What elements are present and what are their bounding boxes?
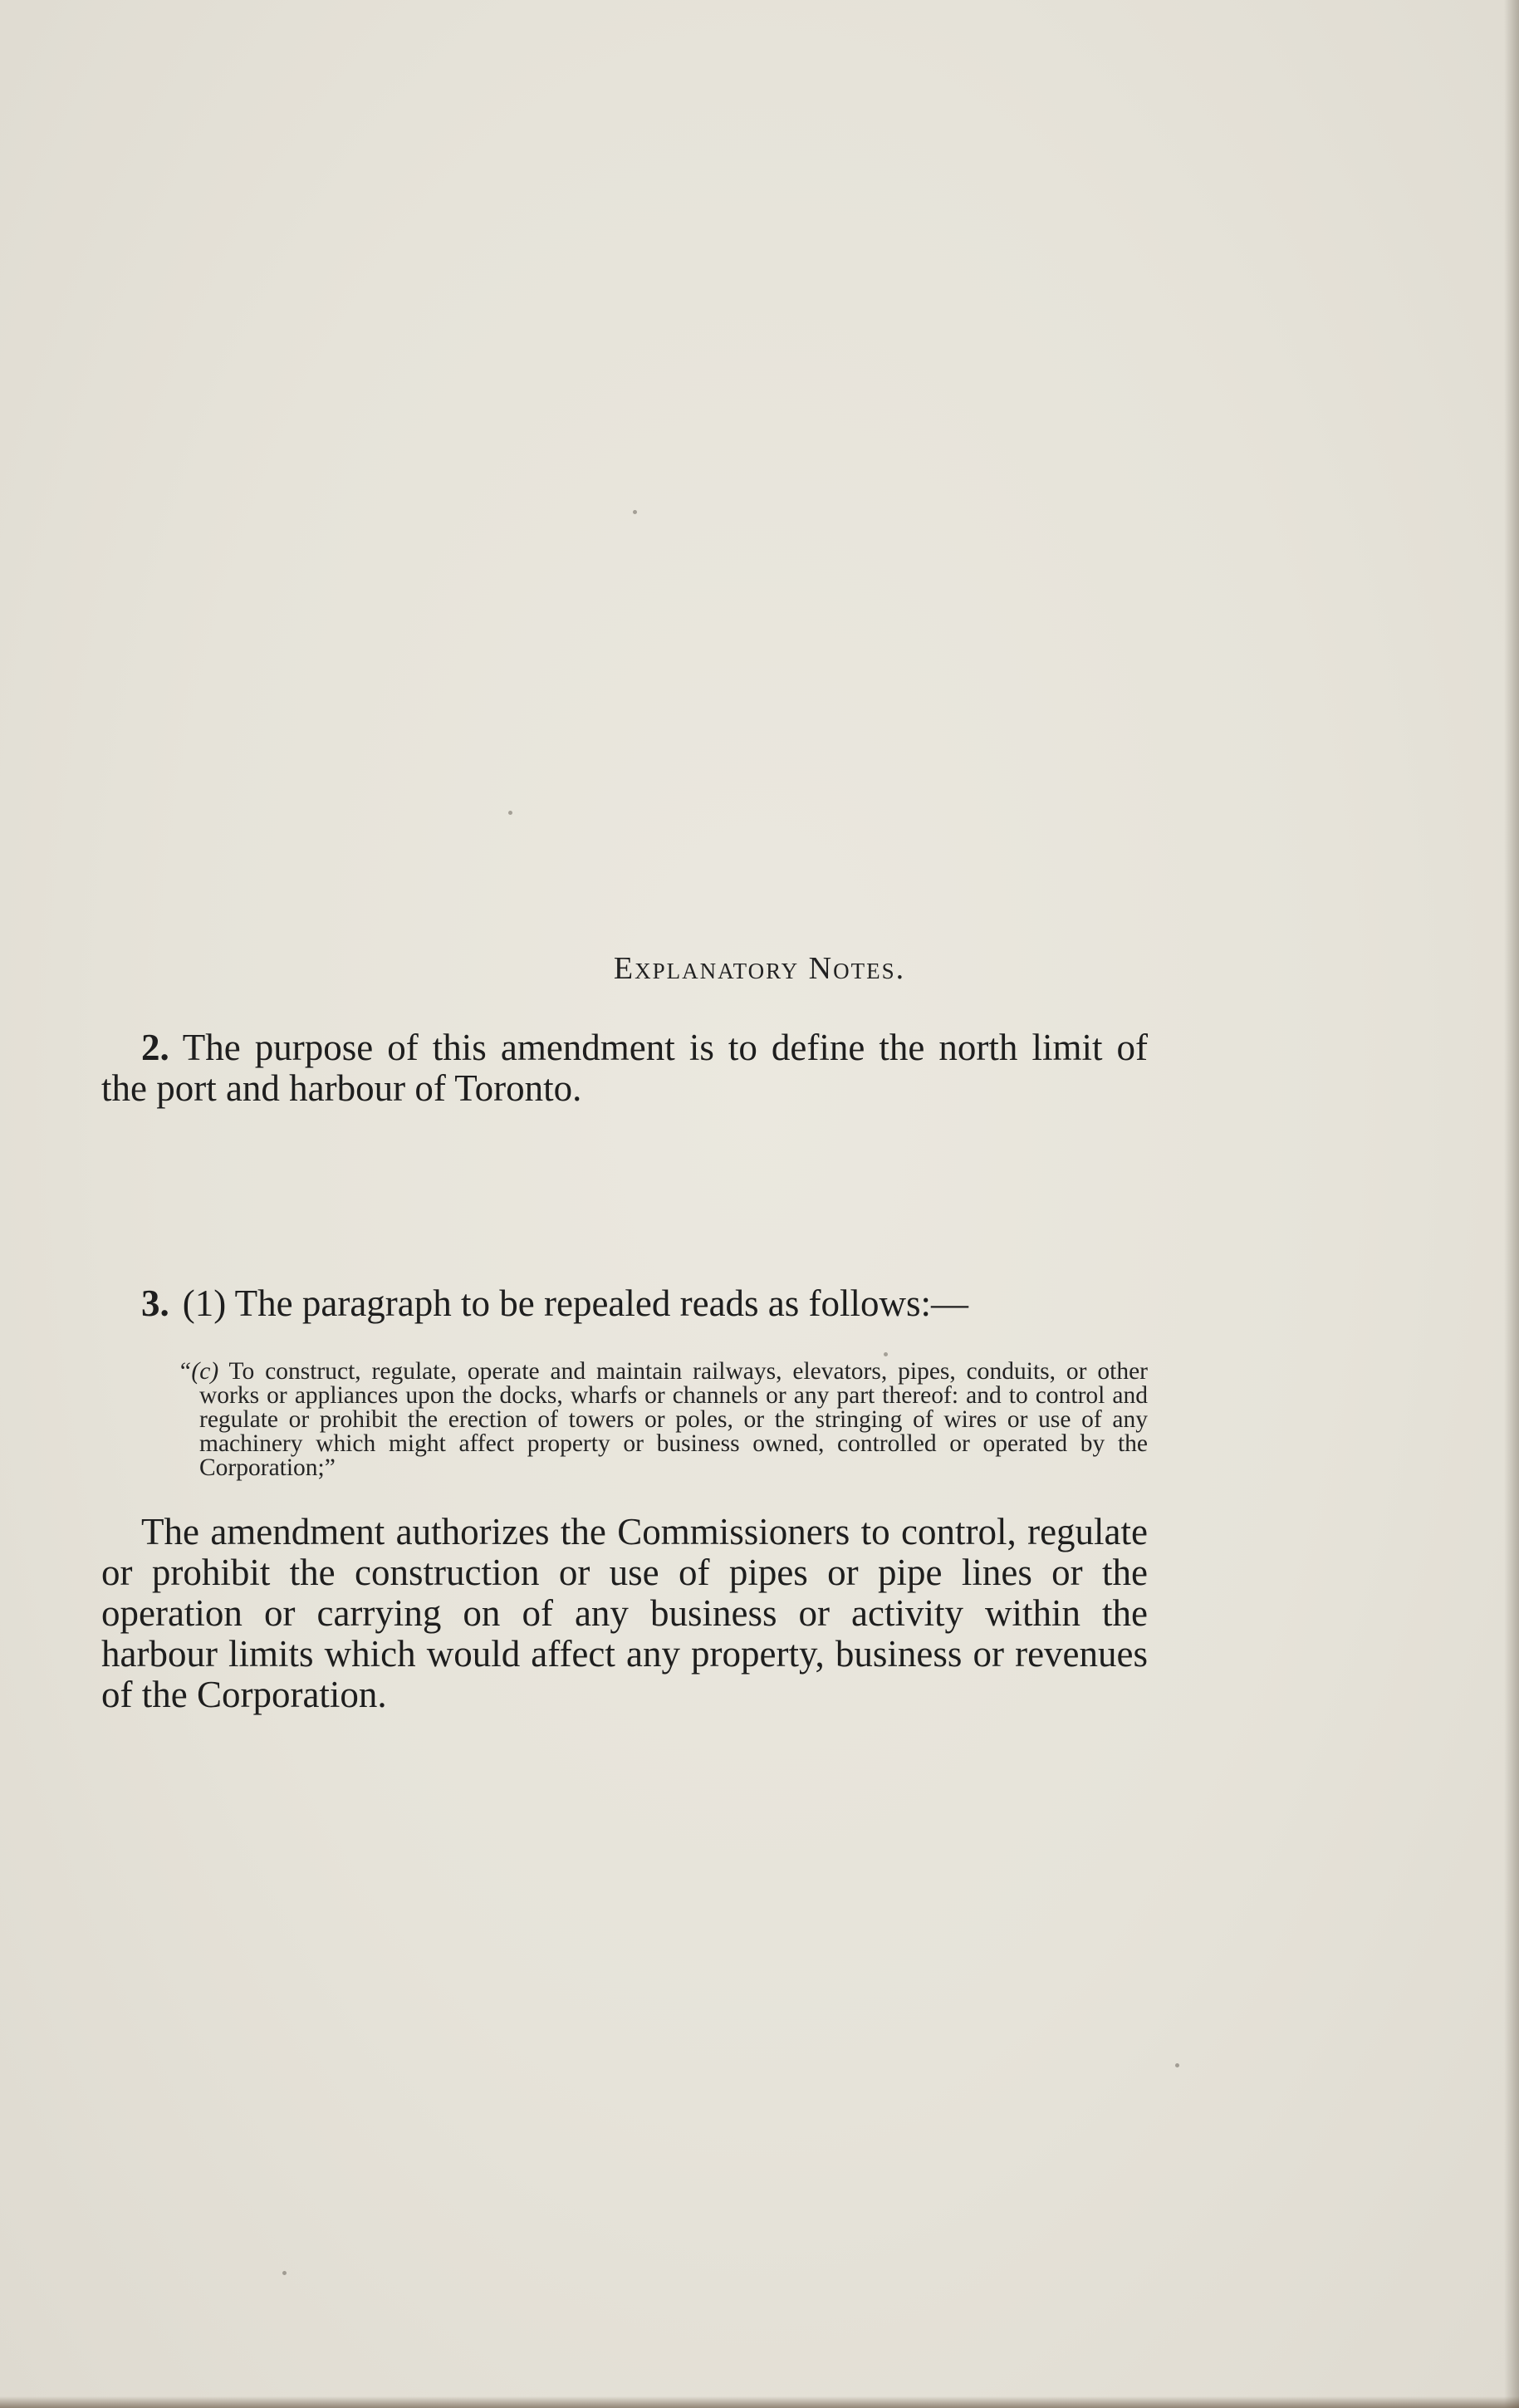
paper-speck [508,811,512,815]
note-2-text: The purpose of this amendment is to define the north limit of the port and harbour of Toronto. [101,1027,1148,1109]
note-3-number: 3. [141,1282,169,1324]
page-edge-shadow-right [1504,0,1519,2408]
note-3-intro-text: (1) The paragraph to be repealed reads as follows:— [182,1282,969,1324]
note-2-number: 2. [141,1027,169,1068]
page-edge-shadow-bottom [0,2396,1519,2408]
quote-text: To construct, regulate, operate and maintain railways, elevators, pipes, conduits, or other works or appliances upon the docks, wharfs or channels or any part thereof: and to control and regulate or prohibit the erection of towers or poles, or the stringing of wires or use of any machinery which might affect property or business owned, controlled or operated by the Corporation;” [199,1358,1148,1481]
paper-speck [884,1352,888,1356]
note-3-intro-paragraph [101,1283,1148,1324]
note-2-paragraph [101,1027,1148,1109]
paper-speck [1175,2063,1179,2067]
paper-speck [633,510,637,514]
amendment-explanation-paragraph: The amendment authorizes the Commissioners to control, regulate or prohibit the construction or use of pipes or pipe lines or the operation or carrying on of any business or activity within the harbour limits which would affect any property, business or revenues of the Corporation. [101,1511,1148,1715]
explanatory-notes-heading: Explanatory Notes. [613,951,906,986]
quote-clause-label: “(c) [178,1358,219,1385]
repealed-paragraph-quote [178,1358,1148,1481]
paper-speck [282,2271,287,2275]
